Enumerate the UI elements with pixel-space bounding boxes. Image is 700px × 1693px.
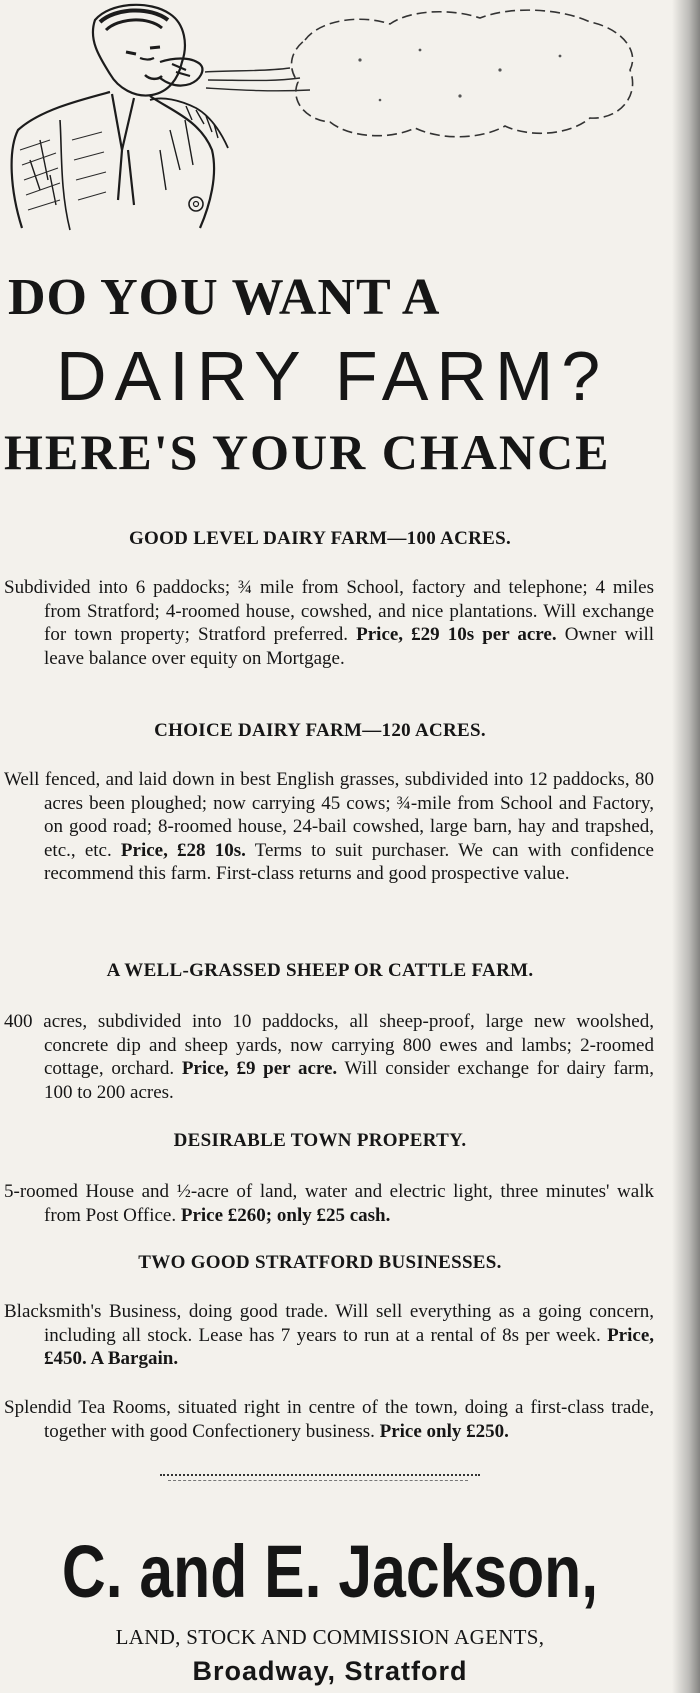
firm-address: Broadway, Stratford xyxy=(192,1656,468,1686)
divider-rule xyxy=(160,1474,480,1476)
listing-title-town-property: DESIRABLE TOWN PROPERTY. xyxy=(173,1130,467,1151)
listing-price: Price, £450. A Bargain. xyxy=(44,1324,655,1369)
man-speaking-illustration-icon xyxy=(0,0,700,240)
listing-title-dairy-120: CHOICE DAIRY FARM—120 ACRES. xyxy=(154,720,486,741)
headline-line-1: DO YOU WANT A xyxy=(8,269,441,326)
listing-body-dairy-100 xyxy=(4,576,654,670)
firm-role: LAND, STOCK AND COMMISSION AGENTS, xyxy=(115,1625,545,1649)
divider-rule-secondary xyxy=(168,1480,468,1481)
listing-body-town-property xyxy=(4,1180,654,1227)
listing-title-businesses: TWO GOOD STRATFORD BUSINESSES. xyxy=(138,1252,502,1273)
listing-body-sheep-farm xyxy=(4,1010,654,1104)
listing-title-dairy-100: GOOD LEVEL DAIRY FARM—100 ACRES. xyxy=(128,528,512,549)
listing-after: Will consider exchange for dairy farm, 100 to 200 acres. xyxy=(44,1058,655,1103)
listing-text: Splendid Tea Rooms, situated right in centre of the town, doing a first-class trade, together with good Confectionery business. xyxy=(4,1397,654,1442)
listing-body-blacksmith xyxy=(4,1300,654,1371)
listing-price: Price, £28 10s. xyxy=(120,839,246,861)
page-edge-shadow xyxy=(672,0,700,1693)
listing-text: 5-roomed House and ½-acre of land, water and electric light, three minutes' walk from Post Office. xyxy=(4,1181,654,1226)
listing-text: Blacksmith's Business, doing good trade. Will sell everything as a going concern, including all stock. Lease has 7 years to run at a rental of 8s per week. xyxy=(4,1301,654,1346)
firm-name: C. and E. Jackson, xyxy=(61,1530,599,1613)
listing-price: Price £260; only £25 cash. xyxy=(180,1204,391,1226)
listing-price: Price, £29 10s per acre. xyxy=(356,624,557,645)
listing-price: Price, £9 per acre. xyxy=(181,1058,338,1079)
headline-line-2: DAIRY FARM? xyxy=(56,337,609,415)
listing-title-sheep-farm: A WELL-GRASSED SHEEP OR CATTLE FARM. xyxy=(106,960,534,981)
listing-body-dairy-120 xyxy=(4,768,654,886)
listing-after: Owner will leave balance over equity on Mortgage. xyxy=(44,624,655,669)
headline-line-3: HERE'S YOUR CHANCE xyxy=(4,424,611,480)
listing-text: Well fenced, and laid down in best English grasses, subdivided into 12 paddocks, 80 acres been ploughed; now carrying 45 cows; ¾-mile from School and Factory, on good road; 8-roomed house, 24-bail cowshed, large barn, hay and trapshed, etc., etc. xyxy=(4,769,654,861)
listing-price: Price only £250. xyxy=(379,1420,509,1442)
listing-text: 400 acres, subdivided into 10 paddocks, all sheep-proof, large new woolshed, concrete dip and sheep yards, now carrying 800 ewes and lambs; 2-roomed cottage, orchard. xyxy=(4,1011,654,1079)
listing-after: Terms to suit purchaser. We can with confidence recommend this farm. First-class returns and good prospective value. xyxy=(44,839,654,884)
listing-text: Subdivided into 6 paddocks; ¾ mile from School, factory and telephone; 4 miles from Stratford; 4-roomed house, cowshed, and nice plantations. Will exchange for town property; Stratford preferred. xyxy=(4,577,654,645)
listing-body-tea-rooms xyxy=(4,1396,654,1443)
